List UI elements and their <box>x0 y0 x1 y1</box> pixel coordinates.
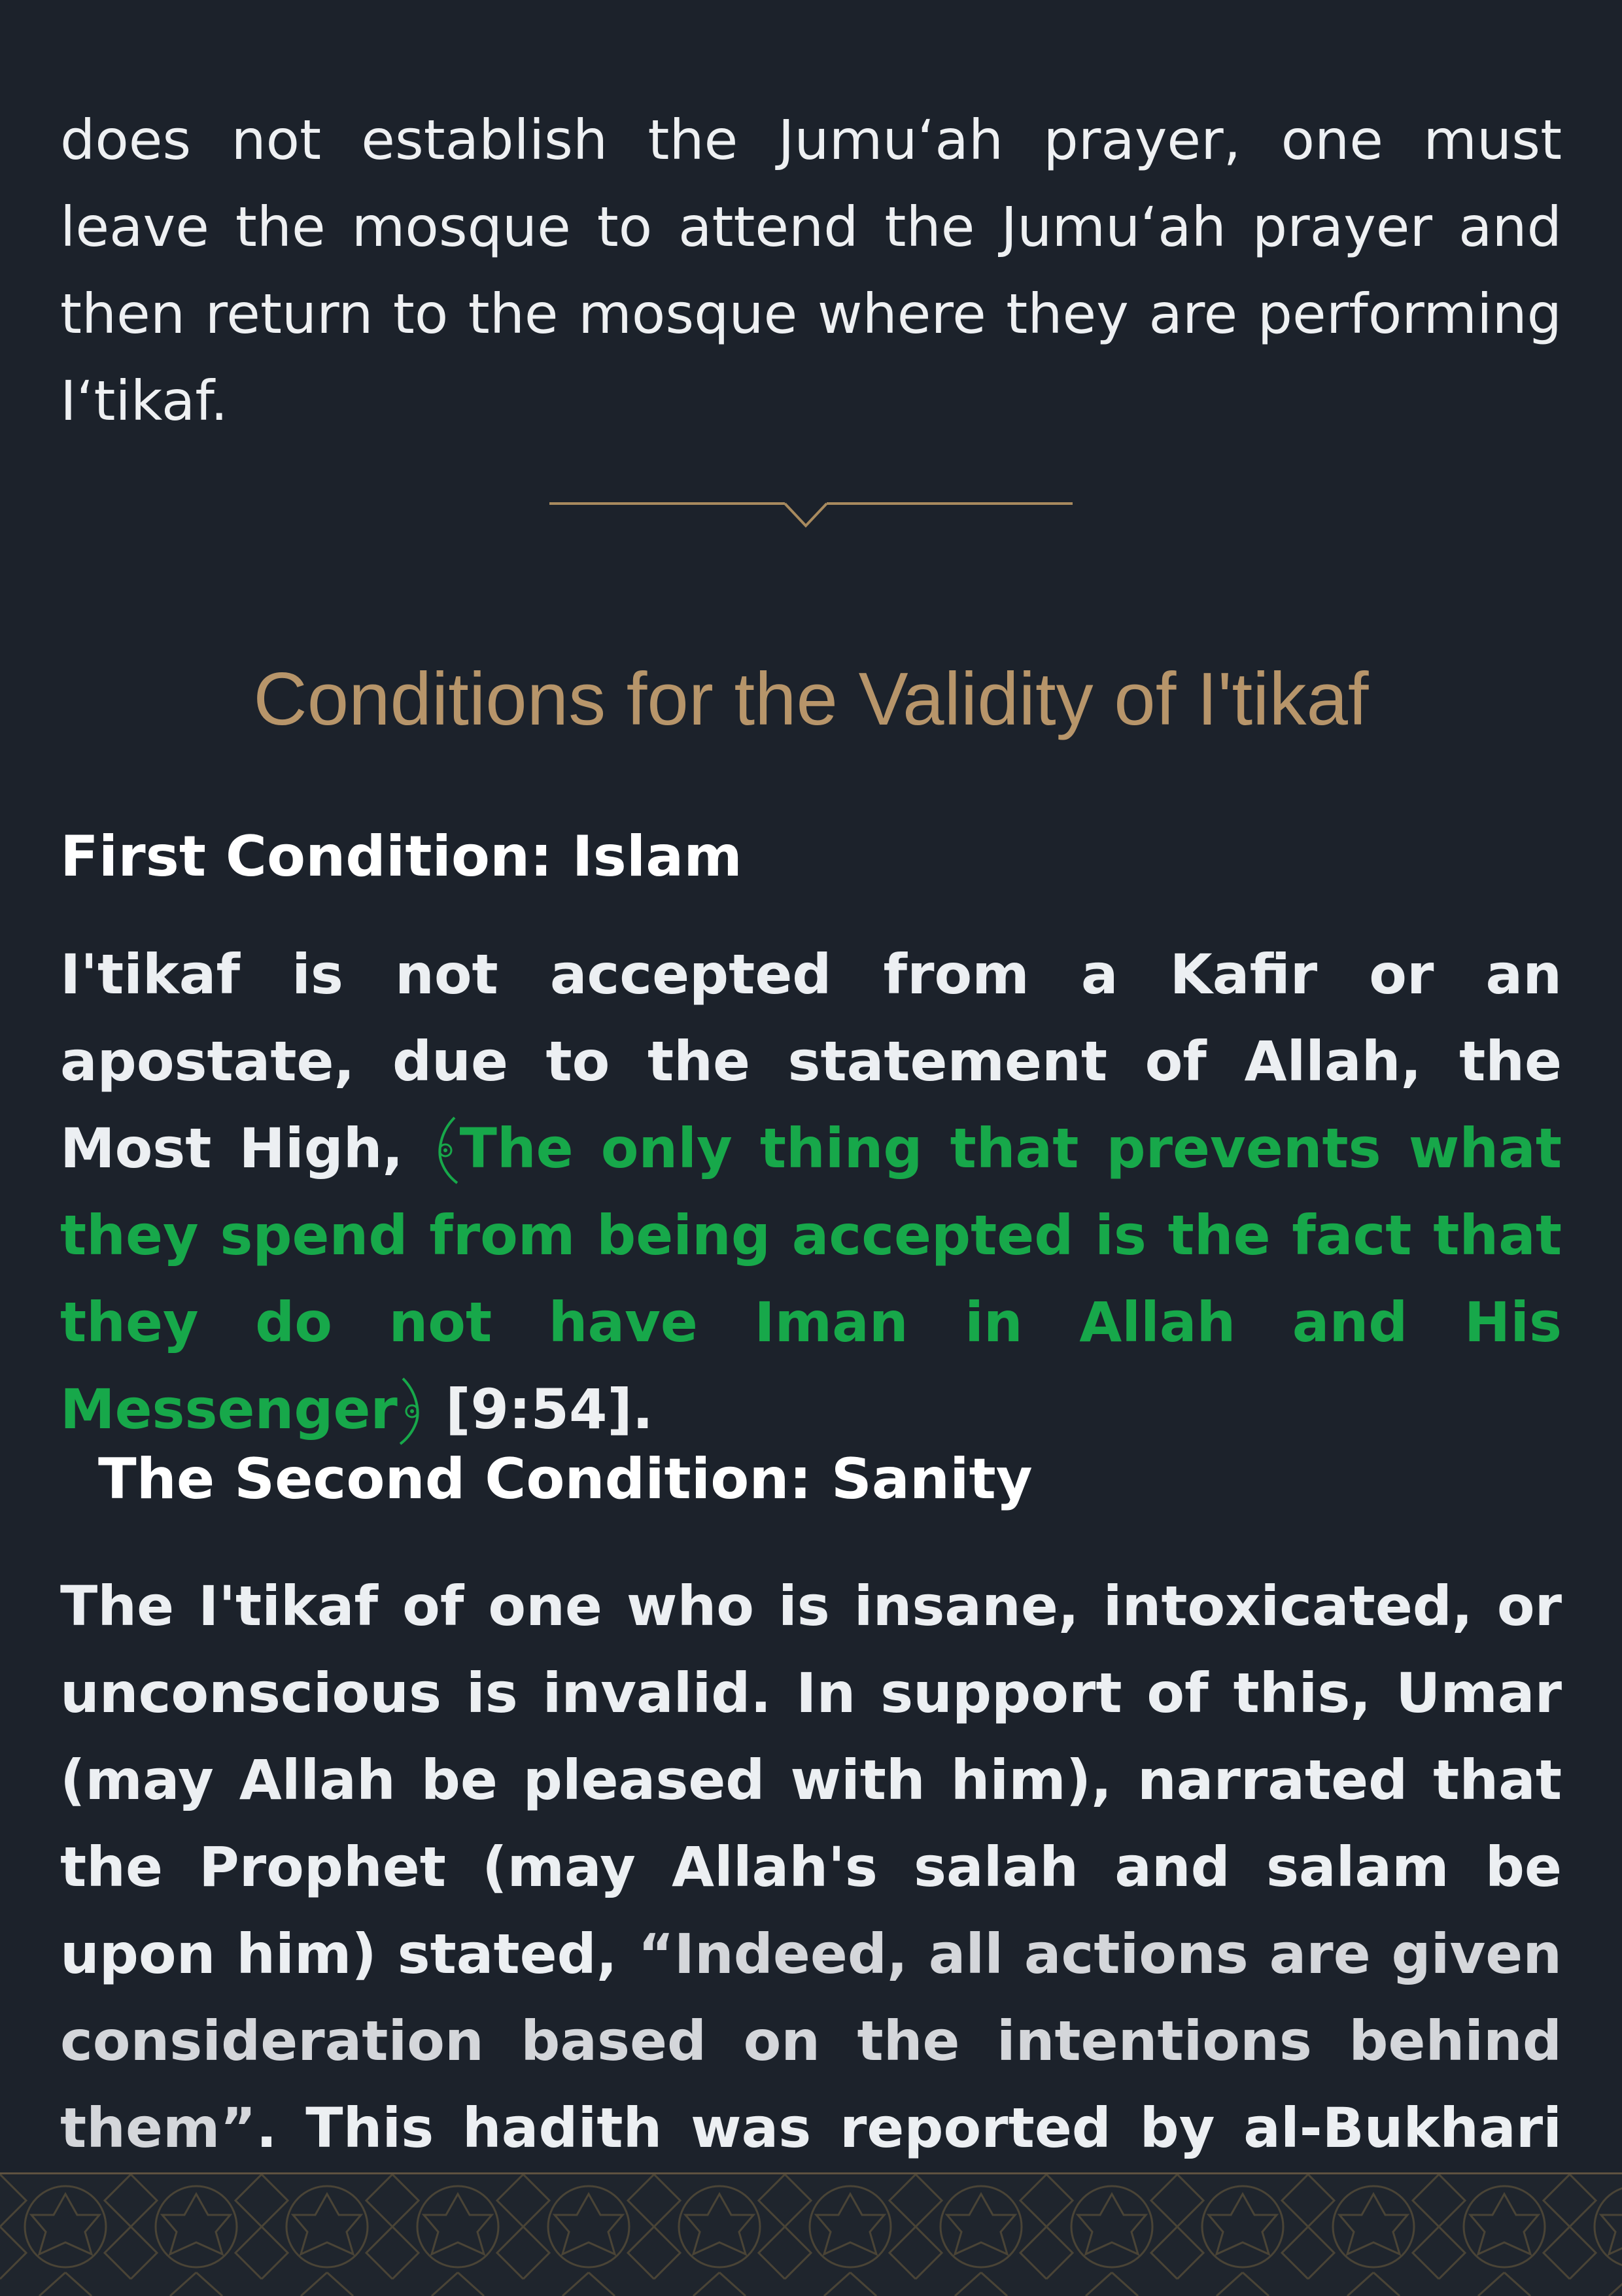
quran-open-bracket-icon <box>431 1114 460 1186</box>
first-condition-heading: First Condition: Islam <box>60 824 742 889</box>
quran-close-bracket-icon <box>398 1375 426 1447</box>
first-condition-intro: I'tikaf is not accepted from a Kafir or an apostate, due to the statement of Allah, the Most High, <box>60 942 1562 1180</box>
quran-quote: The only thing that prevents what they spend from being accepted is the fact that they do not have Iman in Allah and His Messenger <box>60 1116 1562 1441</box>
section-title: Conditions for the Validity of I'tikaf <box>253 658 1369 741</box>
second-condition-tail: . This hadith was reported by al-Bukhari <box>256 2096 1562 2160</box>
geometric-pattern-icon <box>0 2174 1622 2296</box>
second-condition-heading: The Second Condition: Sanity <box>98 1447 1033 1512</box>
second-condition-body: The I'tikaf of one who is insane, intoxicated, or unconscious is invalid. In support of this, Umar (may Allah be pleased with him), narrated that the Prophet (may Allah's salah and salam be upon him) stated, <box>60 1574 1562 1986</box>
second-condition-paragraph <box>60 1563 1562 2259</box>
quran-reference: [9:54]. <box>445 1377 653 1441</box>
hadith-quote: “Indeed, all actions are given consideration based on the intentions behind them” <box>60 1922 1562 2160</box>
decorative-footer-pattern <box>0 2172 1622 2296</box>
top-paragraph: does not establish the Jumu‘ah prayer, one must leave the mosque to attend the Jumu‘ah prayer and then return to the mosque where they are performing I‘tikaf. <box>60 108 1562 433</box>
section-divider <box>549 492 1073 531</box>
first-condition-paragraph <box>60 931 1562 1453</box>
